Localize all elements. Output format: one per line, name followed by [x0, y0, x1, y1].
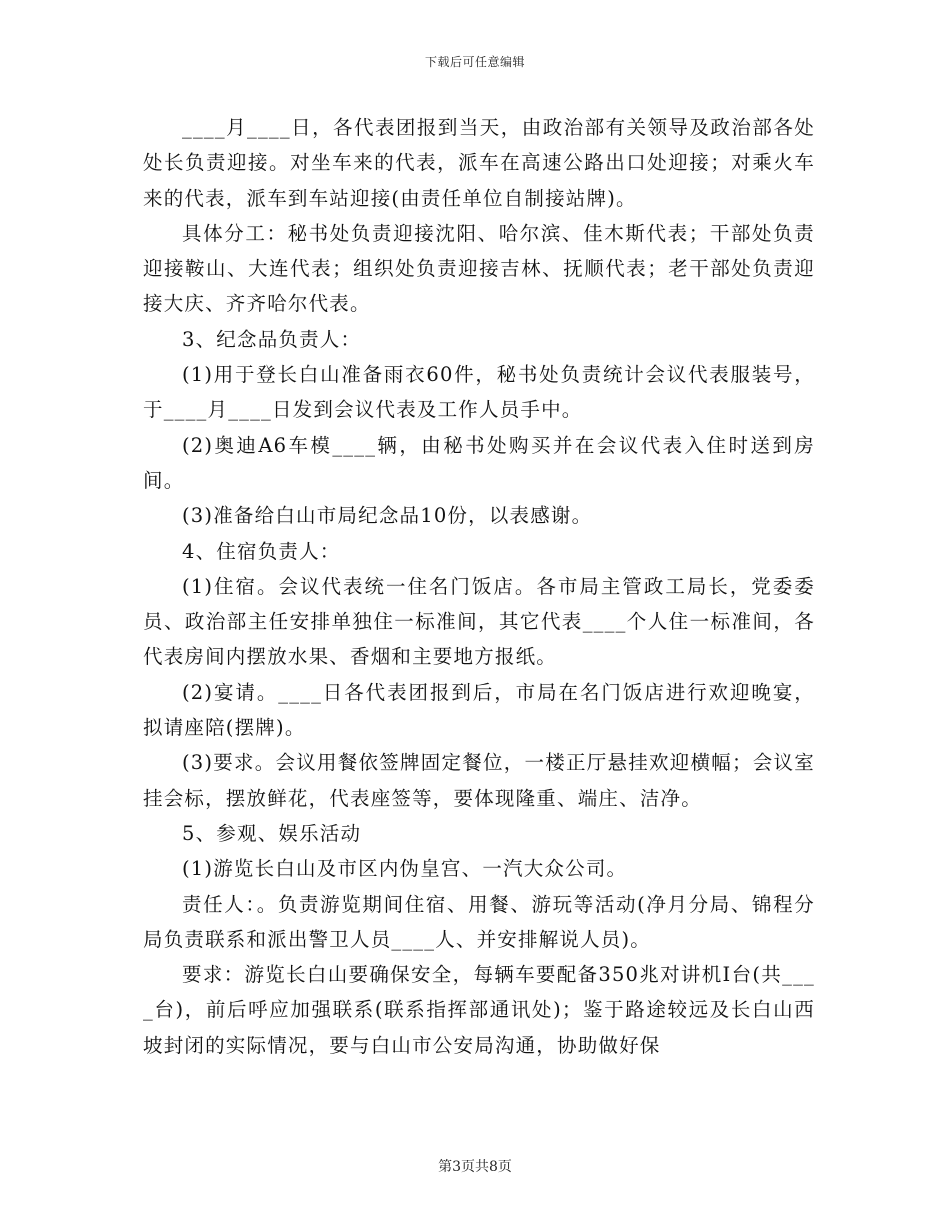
paragraph-car-models: (2)奥迪A6车模____辆，由秘书处购买并在会议代表入住时送到房间。 — [143, 433, 815, 492]
paragraph-safety-requirements: 要求：游览长白山要确保安全，每辆车要配备350兆对讲机Ⅰ台(共____台)，前后呼应加强联系(联系指挥部通讯处)；鉴于路途较远及长白山西坡封闭的实际情况，要与白山市公安局沟通，协助做好保 — [143, 963, 815, 1057]
section-heading-souvenirs: 3、纪念品负责人： — [182, 327, 362, 351]
paragraph-reception: ____月____日，各代表团报到当天，由政治部有关领导及政治部各处处长负责迎接。对坐车来的代表，派车在高速公路出口处迎接；对乘火车来的代表，派车到车站迎接(由责任单位自制接站牌)。 — [143, 116, 815, 210]
paragraph-requirements: (3)要求。会议用餐依签牌固定餐位，一楼正厅悬挂欢迎横幅；会议室挂会标，摆放鲜花，代表座签等，要体现隆重、端庄、洁净。 — [143, 751, 815, 810]
section-heading-activities: 5、参观、娱乐活动 — [182, 821, 362, 845]
document-body — [143, 110, 815, 1063]
page-header: 下载后可任意编辑 — [424, 55, 525, 69]
paragraph-division-of-work: 具体分工：秘书处负责迎接沈阳、哈尔滨、佳木斯代表；干部处负责迎接鞍山、大连代表；组织处负责迎接吉林、抚顺代表；老干部处负责迎接大庆、齐齐哈尔代表。 — [143, 221, 815, 316]
paragraph-responsible-person: 责任人：。负责游览期间住宿、用餐、游玩等活动(净月分局、锦程分局负责联系和派出警卫人员____人、并安排解说人员)。 — [143, 892, 815, 951]
paragraph-raincoats: (1)用于登长白山准备雨衣60件，秘书处负责统计会议代表服装号，于____月____日发到会议代表及工作人员手中。 — [143, 363, 815, 422]
page-number: 第3页共8页 — [438, 1159, 512, 1175]
section-heading-accommodation: 4、住宿负责人： — [182, 539, 341, 563]
paragraph-baishan-gifts: (3)准备给白山市局纪念品10份，以表感谢。 — [182, 504, 593, 528]
paragraph-sightseeing: (1)游览长白山及市区内伪皇宫、一汽大众公司。 — [182, 857, 628, 881]
paragraph-lodging: (1)住宿。会议代表统一住名门饭店。各市局主管政工局长，党委委员、政治部主任安排单独住一标准间，其它代表____个人住一标准间，各代表房间内摆放水果、香烟和主要地方报纸。 — [143, 574, 815, 669]
paragraph-banquet: (2)宴请。____日各代表团报到后，市局在名门饭店进行欢迎晚宴，拟请座陪(摆牌)。 — [143, 680, 815, 740]
